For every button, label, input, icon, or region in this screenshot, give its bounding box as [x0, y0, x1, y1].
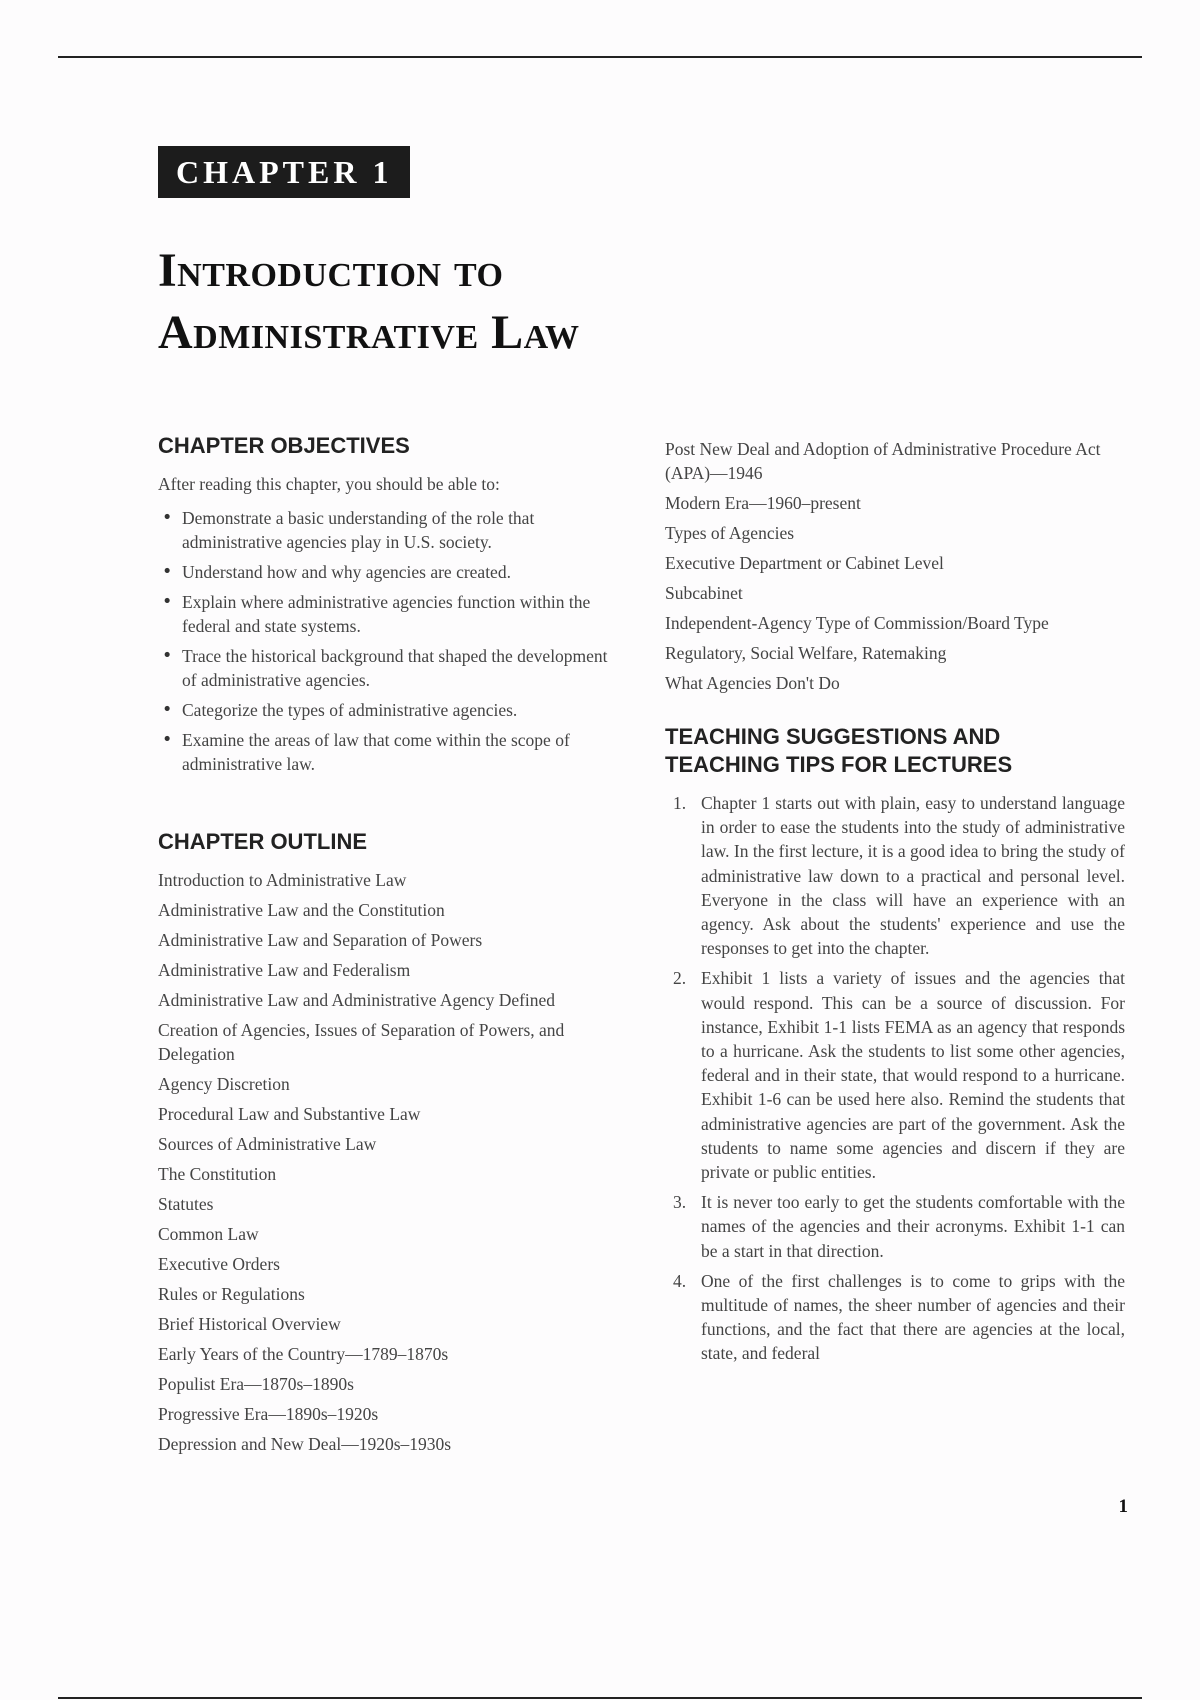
outline-item: Modern Era—1960–present — [665, 493, 861, 513]
chapter-title-line-2: Administrative Law — [158, 306, 580, 359]
outline-item: Executive Department or Cabinet Level — [665, 553, 944, 573]
outline-item: Early Years of the Country—1789–1870s — [158, 1344, 449, 1364]
teaching-list — [665, 791, 1125, 1366]
outline-item: Administrative Law and Federalism — [158, 960, 411, 980]
bullet-icon: • — [162, 700, 173, 720]
teaching-item — [665, 1190, 1125, 1263]
teaching-item — [665, 1269, 1125, 1366]
bullet-icon: • — [162, 592, 173, 612]
top-rule — [58, 56, 1142, 58]
chapter-title — [158, 240, 579, 364]
outline-item: Procedural Law and Substantive Law — [158, 1104, 421, 1124]
chapter-label: CHAPTER 1 — [158, 146, 410, 198]
teaching-item — [665, 791, 1125, 960]
outline-item: Regulatory, Social Welfare, Ratemaking — [665, 643, 947, 663]
outline-item: Independent-Agency Type of Commission/Board Type — [665, 613, 1049, 633]
teaching-item-text: Exhibit 1 lists a variety of issues and the agencies that would respond. This can be a source of discussion. For instance, Exhibit 1-1 lists FEMA as an agency that responds to a hurricane. Ask the students to list some other agencies, federal and in their state, that would respond to a hurricane. Exhibit 1-6 can be used here also. Remind the students that administrative agencies are part of the government. Ask the students to name some agencies and discern if they are private or public entities. — [701, 968, 1125, 1183]
teaching-item-text: It is never too early to get the students comfortable with the names of the agencies and their acronyms. Exhibit 1-1 can be a start in that direction. — [701, 1192, 1125, 1261]
outline-item: Brief Historical Overview — [158, 1314, 341, 1334]
objective-item: • Categorize the types of administrative agencies. — [162, 700, 518, 720]
teaching-item-text: Chapter 1 starts out with plain, easy to understand language in order to ease the students into the study of administrative law. In the first lecture, it is a good idea to bring the study of administrative law down to a practical and personal level. Everyone in the class will have an experience with an agency. Ask about the students' experience and use the responses to get into the chapter. — [701, 793, 1125, 959]
outline-item: Sources of Administrative Law — [158, 1134, 377, 1154]
teaching-item-text: One of the first challenges is to come to grips with the multitude of names, the sheer number of agencies and their functions, and the fact that there are agencies at the local, state, and federal — [701, 1270, 1125, 1364]
outline-item: Types of Agencies — [665, 523, 795, 543]
outline-item: Rules or Regulations — [158, 1284, 305, 1304]
outline-list — [158, 868, 618, 1456]
outline-item: Common Law — [158, 1224, 259, 1244]
outline-item: Agency Discretion — [158, 1074, 290, 1094]
outline-item: Progressive Era—1890s–1920s — [158, 1404, 379, 1424]
teaching-item-number: 3. — [673, 1192, 687, 1213]
outline-item: Subcabinet — [665, 583, 743, 603]
outline-item: What Agencies Don't Do — [665, 673, 840, 693]
teaching-item-number: 1. — [673, 793, 687, 813]
bottom-rule — [58, 1697, 1142, 1699]
outline-item: Executive Orders — [158, 1254, 280, 1274]
outline-item: Statutes — [158, 1194, 214, 1214]
outline-item: Depression and New Deal—1920s–1930s — [158, 1434, 452, 1454]
objective-item: • Understand how and why agencies are created. — [162, 562, 511, 582]
teaching-heading — [665, 723, 1125, 779]
objective-item: • Examine the areas of law that come within the scope of administrative law. — [162, 730, 570, 774]
outline-item: Creation of Agencies, Issues of Separation of Powers, and Delegation — [158, 1020, 565, 1064]
objective-item: • Trace the historical background that shaped the development of administrative agencies. — [162, 646, 608, 690]
left-column — [158, 432, 618, 1462]
right-column — [665, 437, 1125, 1372]
outline-heading: CHAPTER OUTLINE — [158, 829, 367, 854]
objective-item: • Explain where administrative agencies function within the federal and state systems. — [162, 592, 591, 636]
teaching-heading-line-1: TEACHING SUGGESTIONS AND — [665, 724, 1001, 749]
teaching-item — [665, 966, 1125, 1184]
outline-item: Introduction to Administrative Law — [158, 870, 407, 890]
teaching-item-number: 2. — [673, 968, 687, 989]
outline-item: Administrative Law and Administrative Agency Defined — [158, 990, 556, 1010]
page-number: 1 — [1118, 1496, 1128, 1517]
objectives-intro: After reading this chapter, you should be able to: — [158, 474, 500, 494]
outline-continued-list — [665, 437, 1125, 695]
bullet-icon: • — [162, 646, 173, 666]
teaching-heading-line-2: TEACHING TIPS FOR LECTURES — [665, 752, 1013, 777]
bullet-icon: • — [162, 730, 173, 750]
objectives-heading: CHAPTER OBJECTIVES — [158, 433, 410, 458]
chapter-title-line-1: Introduction to — [158, 244, 504, 297]
outline-item: The Constitution — [158, 1164, 277, 1184]
bullet-icon: • — [162, 562, 173, 582]
outline-item: Administrative Law and Separation of Powers — [158, 930, 483, 950]
objective-item: • Demonstrate a basic understanding of the role that administrative agencies play in U.S. society. — [162, 508, 535, 552]
outline-item: Populist Era—1870s–1890s — [158, 1374, 354, 1394]
bullet-icon: • — [162, 508, 173, 528]
objectives-list — [158, 506, 618, 776]
outline-item: Post New Deal and Adoption of Administrative Procedure Act (APA)—1946 — [665, 439, 1101, 483]
teaching-item-number: 4. — [673, 1270, 687, 1291]
outline-item: Administrative Law and the Constitution — [158, 900, 445, 920]
